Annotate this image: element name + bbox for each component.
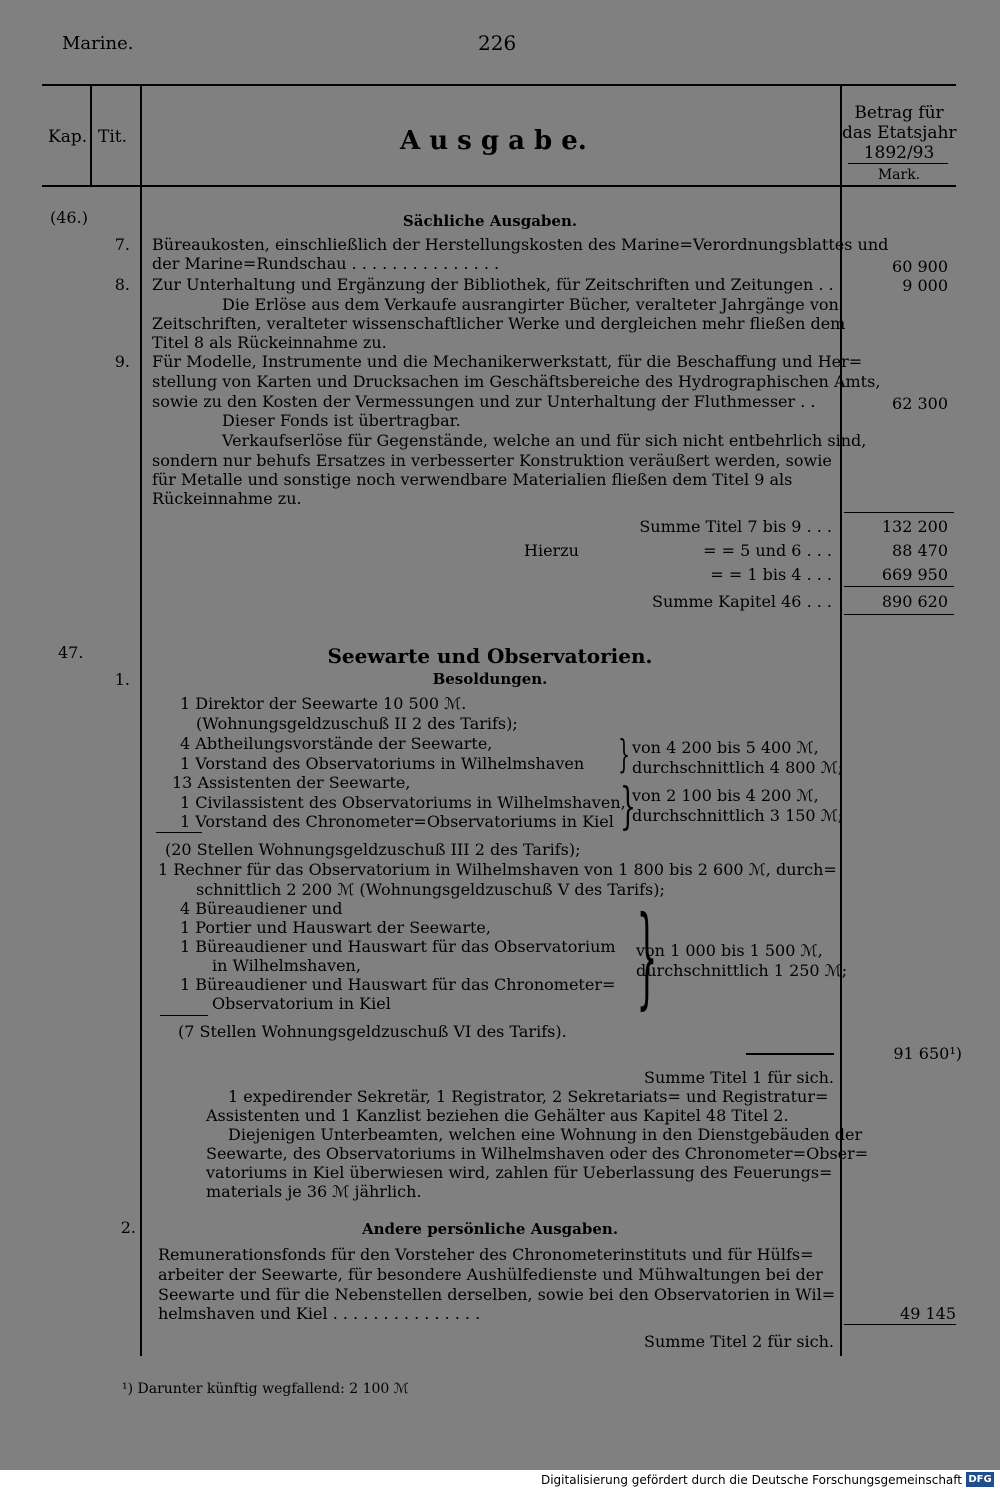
tit-col-rule [140,86,142,1356]
tit-7: 7. [114,235,130,254]
t8-line-3: Zeitschriften, veralteter wissenschaftlicher Werke und dergleichen mehr fließen dem [152,314,846,333]
personnel-12b: Observatorium in Kiel [212,994,391,1013]
t9-line-4: Dieser Fonds ist übertragbar. [222,411,461,430]
col-head-kap: Kap. [48,127,88,147]
t7-amount: 60 900 [892,257,948,276]
sum-rule-1 [844,512,954,513]
t7-line-2: der Marine=Rundschau . . . . . . . . . . . . . . . [152,254,500,273]
t9-line-3: sowie zu den Kosten der Vermessungen und zur Unterhaltung der Fluthmesser . . [152,392,816,411]
personnel-11b: in Wilhelmshaven, [212,956,361,975]
note-line-4: Seewarte, des Observatoriums in Wilhelmshaven oder des Chronometer=Obser= [206,1144,869,1163]
group-1-avg: durchschnittlich 4 800 ℳ; [632,758,844,777]
t1-amount: 91 650¹) [893,1044,962,1063]
heading-seewarte: Seewarte und Observatorien. [327,644,653,668]
sub-rule-2 [160,1015,208,1016]
kap-47: 47. [58,643,84,662]
t9-line-2: stellung von Karten und Drucksachen im Geschäftsbereiche des Hydrographischen Amts, [152,372,881,391]
credit-text: Digitalisierung gefördert durch die Deutsche Forschungsgemeinschaft [540,1473,962,1487]
note-line-1: 1 expedirender Sekretär, 1 Registrator, 2 Sekretariats= und Registratur= [228,1087,829,1106]
tit-1: 1. [114,670,130,689]
t9-line-1: Für Modelle, Instrumente und die Mechanikerwerkstatt, für die Beschaffung und Her= [152,352,863,371]
personnel-6: 1 Vorstand des Chronometer=Observatoriums in Kiel [180,812,614,831]
personnel-9: 4 Büreaudiener und [180,899,343,918]
sum-titel-1-4-label: = = 1 bis 4 . . . [710,565,832,584]
t8-line-2: Die Erlöse aus dem Verkaufe ausrangirter Bücher, veralteter Jahrgänge von [222,295,839,314]
personnel-5: 1 Civilassistent des Observatoriums in Wilhelmshaven, [180,793,626,812]
remun-line-1: Remunerationsfonds für den Vorsteher des Chronometerinstituts und für Hülfs= [158,1245,814,1264]
group-2-avg: durchschnittlich 3 150 ℳ; [632,806,844,825]
sum-rule-2 [844,586,954,587]
page-number: 226 [478,31,517,55]
note-line-5: vatoriums in Kiel überwiesen wird, zahlen für Ueberlassung des Feuerungs= [206,1163,833,1182]
sum-titel-5-6-amount: 88 470 [892,541,948,560]
col-head-betrag-1: Betrag für [854,103,944,123]
kap-46: (46.) [50,208,88,227]
col-head-unit: Mark. [877,167,921,183]
kap-col-rule [90,86,92,186]
group-2-range: von 2 100 bis 4 200 ℳ, [632,786,819,805]
running-head: Marine. [62,33,134,54]
heading-besoldungen: Besoldungen. [432,670,548,688]
brace-group-3: } [636,892,658,1020]
col-head-betrag-2: das Etatsjahr [842,123,957,143]
sum-titel-5-6-label: = = 5 und 6 . . . [703,541,832,560]
t9-line-6: sondern nur behufs Ersatzes in verbesserter Konstruktion veräußert werden, sowie [152,451,832,470]
remun-line-2: arbeiter der Seewarte, für besondere Aushülfedienste und Mühwaltungen bei der [158,1265,823,1284]
col-head-betrag-3: 1892/93 [863,143,935,163]
heading-andere: Andere persönliche Ausgaben. [361,1220,619,1238]
heading-saechliche: Sächliche Ausgaben. [402,212,578,230]
personnel-1b: (Wohnungsgeldzuschuß II 2 des Tarifs); [196,714,518,733]
personnel-2: 4 Abtheilungsvorstände der Seewarte, [180,734,493,753]
personnel-10: 1 Portier und Hauswart der Seewarte, [180,918,491,937]
t9-line-7: für Metalle und sonstige noch verwendbare Materialien fließen dem Titel 9 als [152,470,793,489]
note-line-3: Diejenigen Unterbeamten, welchen eine Wohnung in den Dienstgebäuden der [228,1125,863,1144]
sum-titel-7-9-amount: 132 200 [881,517,948,536]
personnel-8b: schnittlich 2 200 ℳ (Wohnungsgeldzuschuß V des Tarifs); [196,880,665,899]
col-head-title: A u s g a b e. [400,126,587,156]
note-line-6: materials je 36 ℳ jährlich. [206,1182,422,1201]
personnel-11: 1 Büreaudiener und Hauswart für das Observatorium [180,937,616,956]
t9-line-5: Verkaufserlöse für Gegenstände, welche an und für sich nicht entbehrlich sind, [222,431,867,450]
top-rule [42,84,956,86]
tit-9: 9. [114,352,130,371]
t2-sum-label: Summe Titel 2 für sich. [644,1332,834,1351]
sub-rule-1 [156,832,202,833]
personnel-1: 1 Direktor der Seewarte 10 500 ℳ. [180,694,467,713]
t2-amount-rule [844,1324,956,1325]
personnel-12: 1 Büreaudiener und Hauswart für das Chronometer= [180,975,616,994]
sum-titel-1-4-amount: 669 950 [881,565,948,584]
dfg-logo: DFG [966,1472,994,1487]
sum-kapitel-46-label: Summe Kapitel 46 . . . [652,592,832,611]
sum-titel-7-9-label: Summe Titel 7 bis 9 . . . [639,517,832,536]
head-rule [42,185,956,187]
brace-group-2: } [619,777,636,835]
brace-group-1: } [618,732,631,776]
remun-line-4: helmshaven und Kiel . . . . . . . . . . . . . . . [158,1304,481,1323]
personnel-7: (20 Stellen Wohnungsgeldzuschuß III 2 des Tarifs); [165,840,581,859]
tit-2: 2. [120,1218,136,1237]
remun-line-3: Seewarte und für die Nebenstellen derselben, sowie bei den Observatorien in Wil= [158,1285,836,1304]
col-head-tit: Tit. [98,127,128,147]
personnel-8: 1 Rechner für das Observatorium in Wilhelmshaven von 1 800 bis 2 600 ℳ, durch= [158,860,837,879]
personnel-13: (7 Stellen Wohnungsgeldzuschuß VI des Tarifs). [178,1022,567,1041]
group-3-avg: durchschnittlich 1 250 ℳ; [636,961,848,980]
betrag-underline [848,163,948,164]
t9-line-8: Rückeinnahme zu. [152,489,302,508]
t1-sum-label: Summe Titel 1 für sich. [644,1068,834,1087]
t1-amount-rule [746,1053,834,1055]
personnel-3: 1 Vorstand des Observatoriums in Wilhelmshaven [180,754,585,773]
tit-8: 8. [114,275,130,294]
t8-amount: 9 000 [902,276,948,295]
section-rule [844,614,954,615]
sum-kapitel-46-amount: 890 620 [881,592,948,611]
t2-amount: 49 145 [900,1304,956,1323]
t9-amount: 62 300 [892,394,948,413]
t8-line-4: Titel 8 als Rückeinnahme zu. [152,333,387,352]
hierzu-label: Hierzu [524,541,579,560]
footnote: ¹) Darunter künftig wegfallend: 2 100 ℳ [122,1381,409,1397]
group-1-range: von 4 200 bis 5 400 ℳ, [632,738,819,757]
t8-line-1: Zur Unterhaltung und Ergänzung der Bibliothek, für Zeitschriften und Zeitungen . . [152,275,834,294]
personnel-4: 13 Assistenten der Seewarte, [172,773,411,792]
note-line-2: Assistenten und 1 Kanzlist beziehen die Gehälter aus Kapitel 48 Titel 2. [206,1106,789,1125]
group-3-range: von 1 000 bis 1 500 ℳ, [636,941,823,960]
t7-line-1: Büreaukosten, einschließlich der Herstellungskosten des Marine=Verordnungsblattes und [152,235,889,254]
